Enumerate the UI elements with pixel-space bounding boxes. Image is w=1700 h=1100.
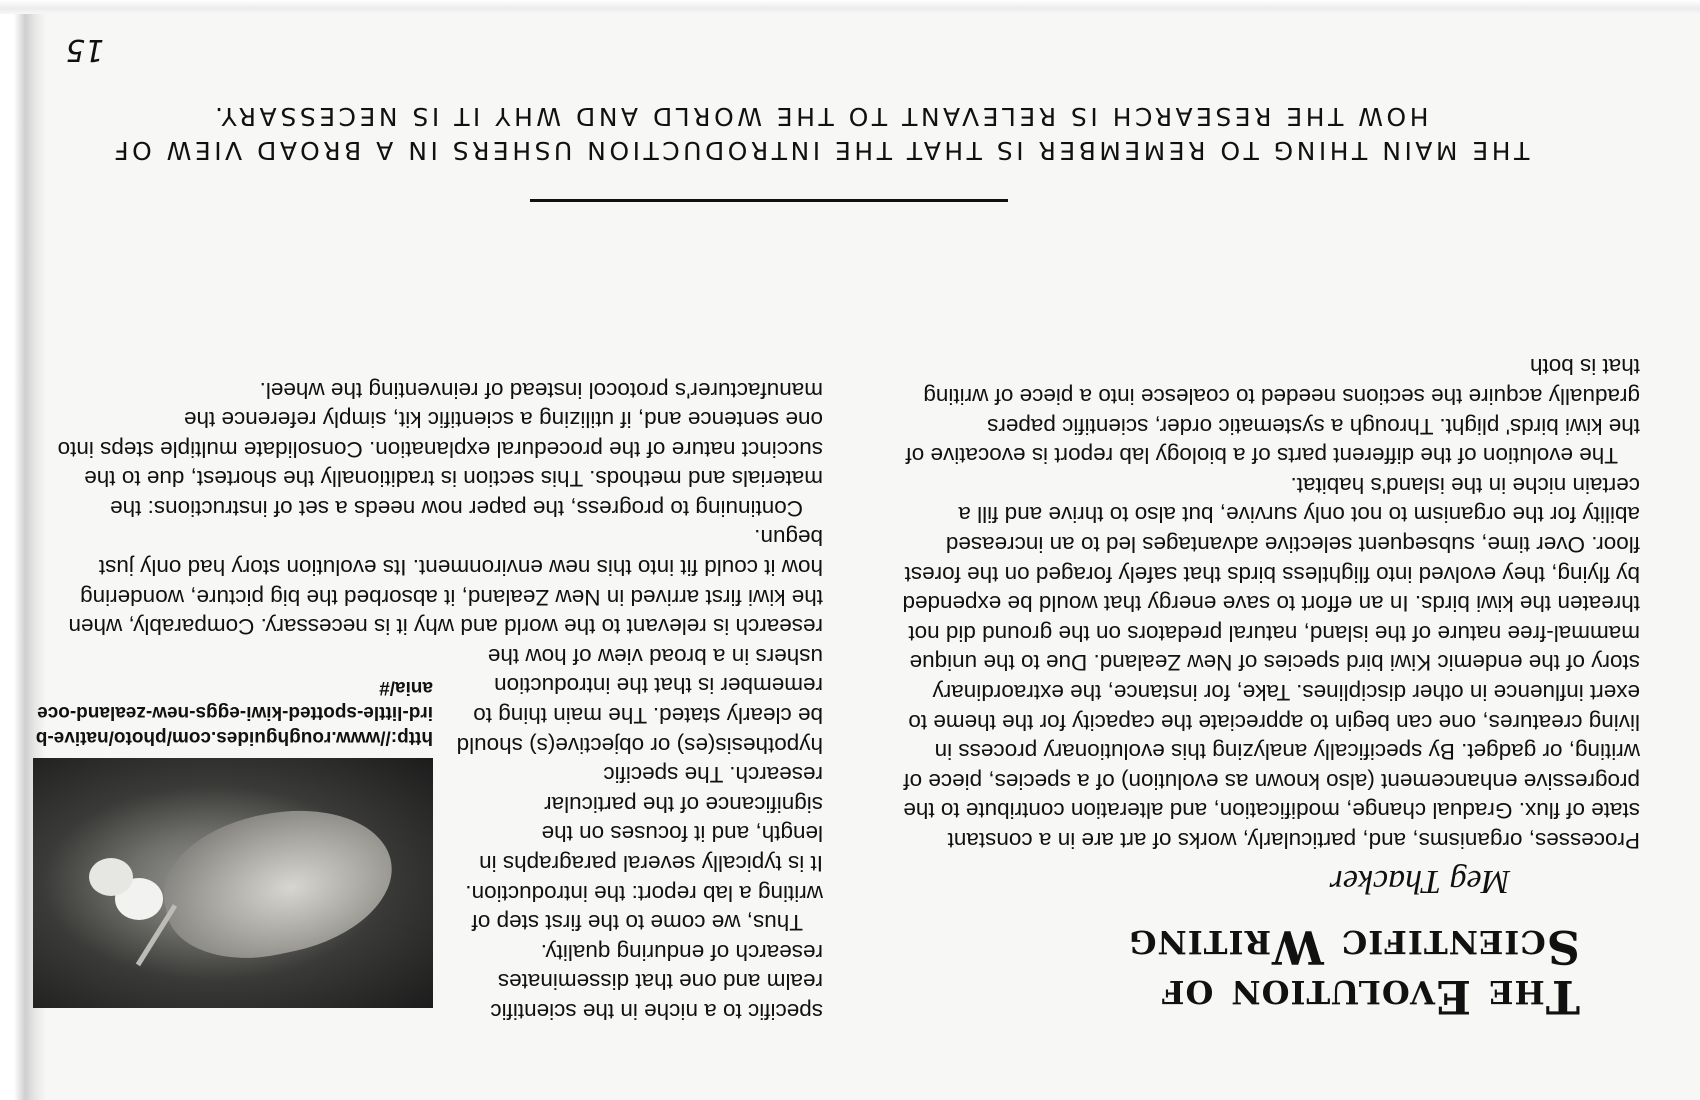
article-title: The Evolution of Scientific Writing xyxy=(1128,920,1580,1024)
pull-quote: THE MAIN THING TO REMEMBER IS THAT THE INTRODUCTION USHERS IN A BROAD VIEW OF HOW THE RESEARCH IS RELEVANT TO THE WORLD AND WHY IT IS NECESSARY. xyxy=(110,102,1530,165)
left-column xyxy=(900,352,1640,855)
kiwi-photo xyxy=(33,758,433,1008)
right-column xyxy=(33,375,823,1026)
page-number: 15 xyxy=(65,32,104,67)
body-paragraph: specific to a niche in the scientific realm and one that disseminates research of enduring quality. xyxy=(490,939,823,1024)
photo-caption-url: http://www.roughguides.com/photo/native-bird-little-spotted-kiwi-eggs-new-zealand-oceania/# xyxy=(35,677,433,748)
egg-shape xyxy=(89,858,133,896)
kiwi-bird-shape xyxy=(151,791,405,976)
body-paragraph: Continuing to progress, the paper now needs a set of instructions: the materials and methods. This section is traditionally the shortest, due to the succinct nature of the procedural explanation. Consolidate multiple steps into one sentence and, if utilizing a scientific kit, simply reference the manufacturer's protocol instead of reinventing the wheel. xyxy=(57,377,823,521)
body-paragraph: The evolution of the different parts of a biology lab report is evocative of the kiwi birds' plight. Through a systematic order, scientific papers gradually acquire the sections needed to coalesce into a piece of writing that is both xyxy=(905,354,1640,469)
horizontal-rule xyxy=(530,199,1008,202)
article-author: Meg Thacker xyxy=(1329,863,1510,900)
body-paragraph: Processes, organisms, and, particularly, works of art are in a constant state of flux. Gradual change, modification, and alteration contribute to the progressive enhancement (also known as evolution) of a species, piece of writing, or gadget. By specifically analyzing this evolutionary process in living creatures, one can begin to appreciate the capacity for the theme to exert influence in other disciplines. Take, for instance, the extraordinary story of the endemic Kiwi bird species of New Zealand. Due to the unique mammal-free nature of the island, natural predators on the ground did not threaten the kiwi birds. In an effort to save energy that would be expended by flying, they evolved into flightless birds that safely foraged on the forest floor. Over time, subsequent selective advantages led to an increased ability for the organism to not only survive, but also to thrive and fill a certain niche in the island's habitat. xyxy=(902,472,1640,853)
body-paragraph: Thus, we come to the first step of writing a lab report: the introduction. It is typically several paragraphs in length, and it focuses on the significance of the particular research. The specific hypothesis(es) or objective(s) should be clearly stated. The main thing to remember is that the introduction ushers in a broad view of how the research is relevant to the world and why it is necessary. Comparably, when the kiwi first arrived in New Zealand, it absorbed the big picture, wondering how it could fit into this new environment. Its evolution story had only just begun. xyxy=(68,525,823,936)
page-bottom-edge xyxy=(0,0,1700,14)
